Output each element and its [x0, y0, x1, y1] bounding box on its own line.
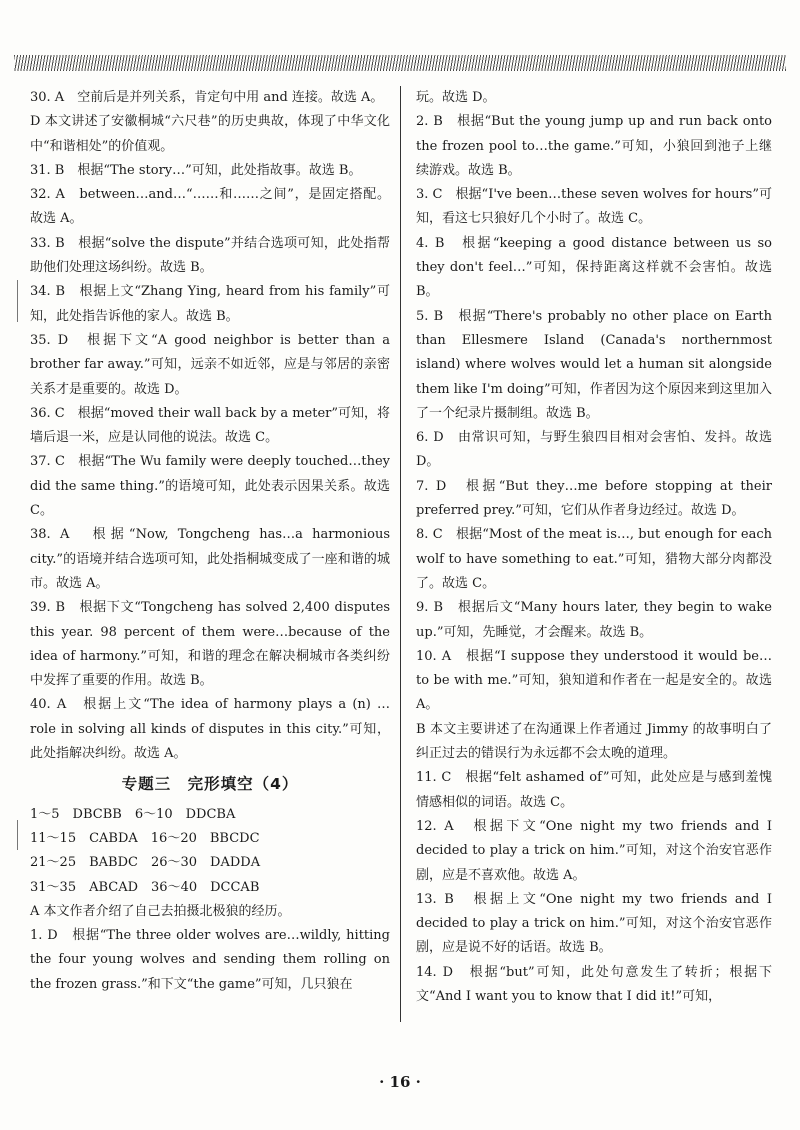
answer-explanation: 32. A between…and…“……和……之间”，是固定搭配。故选 A。 [30, 187, 390, 227]
page-number: · 16 · [379, 1073, 421, 1091]
answer-explanation: 13. B 根据上文“One night my two friends and I decided to play a trick on him.”可知，对这个治安官恶作剧，应是说不好的话语。故选 B。 [416, 891, 772, 956]
answer-explanation: 4. B 根据“keeping a good distance between us so they don't feel…”可知，保持距离这样就不会害怕。故选 B。 [416, 235, 772, 300]
binding-mark [17, 820, 18, 850]
answer-explanation: 34. B 根据上文“Zhang Ying, heard from his family”可知，此处指告诉他的家人。故选 B。 [30, 284, 390, 324]
answer-explanation: 36. C 根据“moved their wall back by a meter”可知，将墙后退一米，应是认同他的说法。故选 C。 [30, 405, 391, 446]
answer-explanation: 11. C 根据“felt ashamed of”可知，此处应是与感到羞愧情感相似的词语。故选 C。 [416, 770, 772, 810]
section-title: 专题三 完形填空（4） [121, 775, 299, 794]
answer-explanation: 35. D 根据下文“A good neighbor is better than a brother far away.”可知，远亲不如近邻，应是与邻居的亲密关系才是重要的。故选 D。 [30, 332, 390, 397]
answer-explanation: 14. D 根据“but”可知，此处句意发生了转折；根据下文“And I want you to know that I did it!”可知， [416, 964, 772, 1004]
passage-intro: D 本文讲述了安徽桐城“六尺巷”的历史典故，体现了中华文化中“和谐相处”的价值观。 [30, 114, 390, 154]
answer-explanation: 40. A 根据上文“The idea of harmony plays a (n) … role in solving all kinds of disputes in this city.”可知，此处指解决纠纷。故选 A。 [30, 697, 390, 762]
binding-mark [17, 280, 18, 322]
answer-explanation: 33. B 根据“solve the dispute”并结合选项可知，此处指帮助他们处理这场纠纷。故选 B。 [30, 235, 390, 276]
answer-explanation: 5. B 根据“There's probably no other place on Earth than Ellesmere Island (Canada's northernmost island) where wolves would let a human sit alongside them like I'm doing”可知，作者因为这个原因来到这里加入了一个纪录片摄制组。故选 B。 [416, 308, 772, 421]
right-column [416, 86, 772, 1009]
answer-key-row: 1～5 DBCBB 6～10 DDCBA [30, 806, 236, 822]
answer-explanation: 玩。故选 D。 [416, 90, 496, 105]
passage-intro: B 本文主要讲述了在沟通课上作者通过 Jimmy 的故事明白了纠正过去的错误行为永远都不会太晚的道理。 [416, 721, 772, 762]
answer-explanation: 2. B 根据“But the young jump up and run back onto the frozen pool to…the game.”可知，小狼回到池子上继续游戏。故选 B。 [416, 114, 772, 178]
answer-explanation: 9. B 根据后文“Many hours later, they begin to wake up.”可知，先睡觉，才会醒来。故选 B。 [416, 600, 772, 640]
answer-explanation: 37. C 根据“The Wu family were deeply touched…they did the same thing.”的语境可知，此处表示因果关系。故选 C。 [30, 454, 390, 519]
answer-explanation: 7. D 根据“But they…me before stopping at their preferred prey.”可知，它们从作者身边经过。故选 D。 [416, 478, 772, 519]
answer-explanation: 12. A 根据下文“One night my two friends and I decided to play a trick on him.”可知，对这个治安官恶作剧，应是不喜欢他。故选 A。 [416, 818, 772, 883]
answer-explanation: 10. A 根据“I suppose they understood it would be…to be with me.”可知，狼知道和作者在一起是安全的。故选 A。 [416, 648, 772, 713]
answer-explanation: 31. B 根据“The story…”可知，此处指故事。故选 B。 [30, 162, 362, 178]
passage-intro: A 本文作者介绍了自己去拍摄北极狼的经历。 [30, 903, 291, 919]
answer-key-row: 31～35 ABCAD 36～40 DCCAB [30, 879, 260, 895]
answer-explanation: 8. C 根据“Most of the meat is…, but enough for each wolf to have something to eat.”可知，猎物大部分肉都没了。故选 C。 [416, 527, 772, 591]
answer-key-row: 21～25 BABDC 26～30 DADDA [30, 855, 261, 871]
answer-explanation: 38. A 根据“Now, Tongcheng has…a harmonious city.”的语境并结合选项可知，此处指桐城变成了一座和谐的城市。故选 A。 [30, 527, 390, 591]
left-column [30, 86, 390, 997]
answer-explanation: 30. A 空前后是并列关系，肯定句中用 and 连接。故选 A。 [30, 90, 384, 105]
answer-explanation: 39. B 根据下文“Tongcheng has solved 2,400 disputes this year. 98 percent of them were…because of the idea of harmony.”可知，和谐的理念在解决桐城市各类纠纷中发挥了重要的作用。故选 B。 [30, 600, 390, 689]
answer-key-row: 11～15 CABDA 16～20 BBCDC [30, 830, 260, 846]
answer-explanation: 1. D 根据“The three older wolves are…wildly, hitting the four young wolves and sending them rolling on the frozen grass.”和下文“the game”可知，几只狼在 [30, 928, 390, 992]
header-hatch-band [14, 55, 786, 71]
answer-explanation: 6. D 由常识可知，与野生狼四目相对会害怕、发抖。故选 D。 [416, 430, 772, 470]
answer-explanation: 3. C 根据“I've been…these seven wolves for hours”可知，看这七只狼好几个小时了。故选 C。 [416, 187, 772, 227]
column-divider [400, 86, 401, 1022]
